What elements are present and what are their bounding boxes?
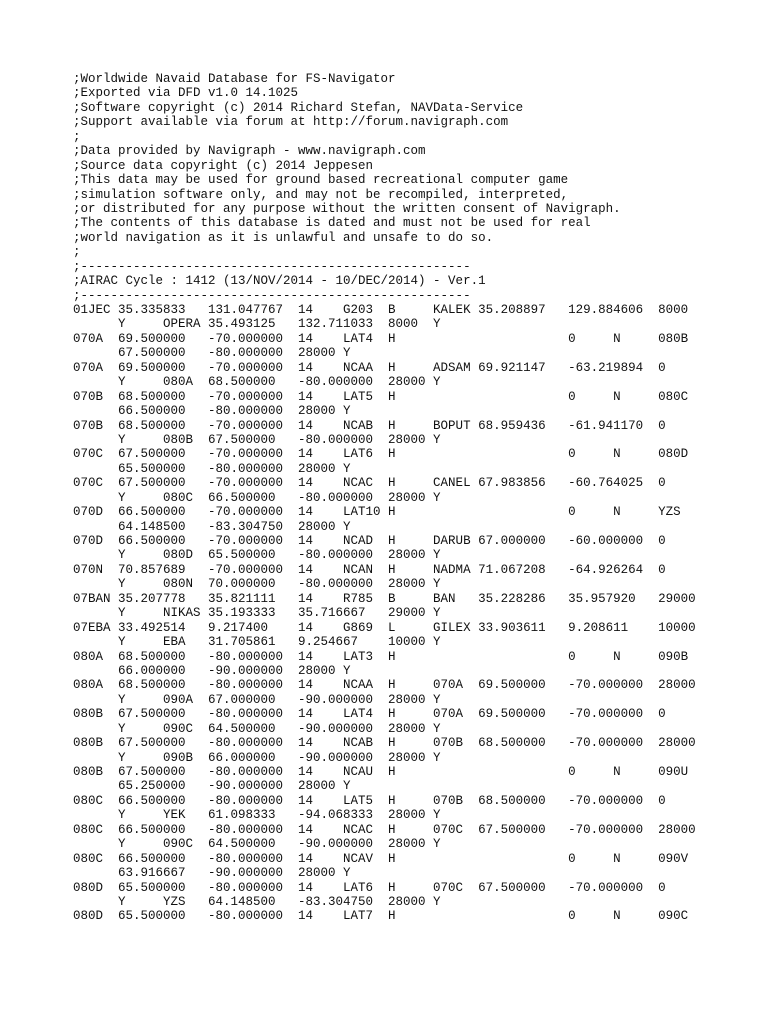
record-line: Y OPERA 35.493125 132.711033 8000 Y	[73, 317, 441, 332]
record-line: 080D 65.500000 -80.000000 14 LAT6 H 070C 67.500000 -70.000000 0	[73, 880, 666, 895]
record-line: Y 080N 70.000000 -80.000000 28000 Y	[73, 577, 441, 592]
record-line: Y NIKAS 35.193333 35.716667 29000 Y	[73, 606, 441, 621]
record-line: 070C 67.500000 -70.000000 14 NCAC H CANEL 67.983856 -60.764025 0	[73, 476, 666, 491]
header-line: ;This data may be used for ground based recreational computer game	[73, 173, 569, 188]
record-line: 64.148500 -83.304750 28000 Y	[73, 519, 351, 534]
record-line: Y 080D 65.500000 -80.000000 28000 Y	[73, 548, 441, 563]
header-line: ;Software copyright (c) 2014 Richard Stefan, NAVData-Service	[73, 100, 524, 115]
record-line: 070N 70.857689 -70.000000 14 NCAN H NADMA 71.067208 -64.926264 0	[73, 562, 666, 577]
record-line: Y 080B 67.500000 -80.000000 28000 Y	[73, 432, 441, 447]
record-line: 080B 67.500000 -80.000000 14 LAT4 H 070A 69.500000 -70.000000 0	[73, 707, 666, 722]
header-line: ;Source data copyright (c) 2014 Jeppesen	[73, 158, 374, 173]
header-line: ;simulation software only, and may not be recompiled, interpreted,	[73, 187, 569, 202]
record-line: 65.500000 -80.000000 28000 Y	[73, 461, 351, 476]
record-line: 66.000000 -90.000000 28000 Y	[73, 663, 351, 678]
record-line: 080A 68.500000 -80.000000 14 LAT3 H 0 N 090B	[73, 649, 689, 664]
header-line: ;or distributed for any purpose without the written consent of Navigraph.	[73, 201, 621, 216]
header-line: ;world navigation as it is unlawful and unsafe to do so.	[73, 230, 494, 245]
record-line: 070D 66.500000 -70.000000 14 LAT10 H 0 N YZS	[73, 505, 681, 520]
record-line: Y 080C 66.500000 -80.000000 28000 Y	[73, 490, 441, 505]
record-line: Y 090A 67.000000 -90.000000 28000 Y	[73, 692, 441, 707]
record-line: Y 080A 68.500000 -80.000000 28000 Y	[73, 375, 441, 390]
record-line: 070A 69.500000 -70.000000 14 LAT4 H 0 N 080B	[73, 331, 689, 346]
header-line: ;Worldwide Navaid Database for FS-Navigator	[73, 72, 396, 86]
record-line: 080C 66.500000 -80.000000 14 NCAV H 0 N 090V	[73, 851, 689, 866]
record-line: Y 090C 64.500000 -90.000000 28000 Y	[73, 837, 441, 852]
record-line: 080C 66.500000 -80.000000 14 LAT5 H 070B 68.500000 -70.000000 0	[73, 793, 666, 808]
header-line: ;Data provided by Navigraph - www.navigraph.com	[73, 144, 426, 159]
header-line: ;	[73, 245, 81, 260]
record-line: 070A 69.500000 -70.000000 14 NCAA H ADSAM 69.921147 -63.219894 0	[73, 360, 666, 375]
record-line: 080D 65.500000 -80.000000 14 LAT7 H 0 N 090C	[73, 909, 689, 924]
record-line: 66.500000 -80.000000 28000 Y	[73, 404, 351, 419]
header-line: ;Support available via forum at http://forum.navigraph.com	[73, 115, 509, 130]
record-line: 07EBA 33.492514 9.217400 14 G869 L GILEX 33.903611 9.208611 10000	[73, 620, 696, 635]
record-line: 07BAN 35.207778 35.821111 14 R785 B BAN 35.228286 35.957920 29000	[73, 591, 696, 606]
record-line: 080B 67.500000 -80.000000 14 NCAU H 0 N 090U	[73, 765, 689, 779]
header-line: ;	[73, 129, 81, 144]
record-line: Y YEK 61.098333 -94.068333 28000 Y	[73, 808, 441, 823]
record-line: 070D 66.500000 -70.000000 14 NCAD H DARUB 67.000000 -60.000000 0	[73, 534, 666, 548]
record-line: 070B 68.500000 -70.000000 14 NCAB H BOPUT 68.959436 -61.941170 0	[73, 418, 666, 433]
separator-line: ;----------------------------------------------------	[73, 259, 471, 274]
record-line: 01JEC 35.335833 131.047767 14 G203 B KALEK 35.208897 129.884606 8000	[73, 303, 689, 317]
record-line: 070C 67.500000 -70.000000 14 LAT6 H 0 N 080D	[73, 447, 689, 462]
record-line: Y YZS 64.148500 -83.304750 28000 Y	[73, 894, 441, 909]
record-line: 080A 68.500000 -80.000000 14 NCAA H 070A 69.500000 -70.000000 28000	[73, 678, 696, 693]
record-line: Y 090C 64.500000 -90.000000 28000 Y	[73, 721, 441, 736]
record-line: 63.916667 -90.000000 28000 Y	[73, 866, 351, 881]
airac-cycle-line: ;AIRAC Cycle : 1412 (13/NOV/2014 - 10/DEC/2014) - Ver.1	[73, 274, 486, 289]
record-line: 070B 68.500000 -70.000000 14 LAT5 H 0 N 080C	[73, 389, 689, 404]
header-line: ;Exported via DFD v1.0 14.1025	[73, 86, 299, 101]
record-line: Y 090B 66.000000 -90.000000 28000 Y	[73, 750, 441, 765]
document-page	[73, 72, 696, 924]
navaid-records	[73, 303, 696, 924]
record-line: Y EBA 31.705861 9.254667 10000 Y	[73, 635, 441, 650]
record-line: 67.500000 -80.000000 28000 Y	[73, 346, 351, 361]
file-header	[73, 72, 696, 303]
header-line: ;The contents of this database is dated and must not be used for real	[73, 216, 591, 231]
record-line: 080C 66.500000 -80.000000 14 NCAC H 070C 67.500000 -70.000000 28000	[73, 822, 696, 837]
record-line: 65.250000 -90.000000 28000 Y	[73, 779, 351, 794]
record-line: 080B 67.500000 -80.000000 14 NCAB H 070B 68.500000 -70.000000 28000	[73, 736, 696, 751]
separator-line: ;----------------------------------------------------	[73, 288, 471, 303]
